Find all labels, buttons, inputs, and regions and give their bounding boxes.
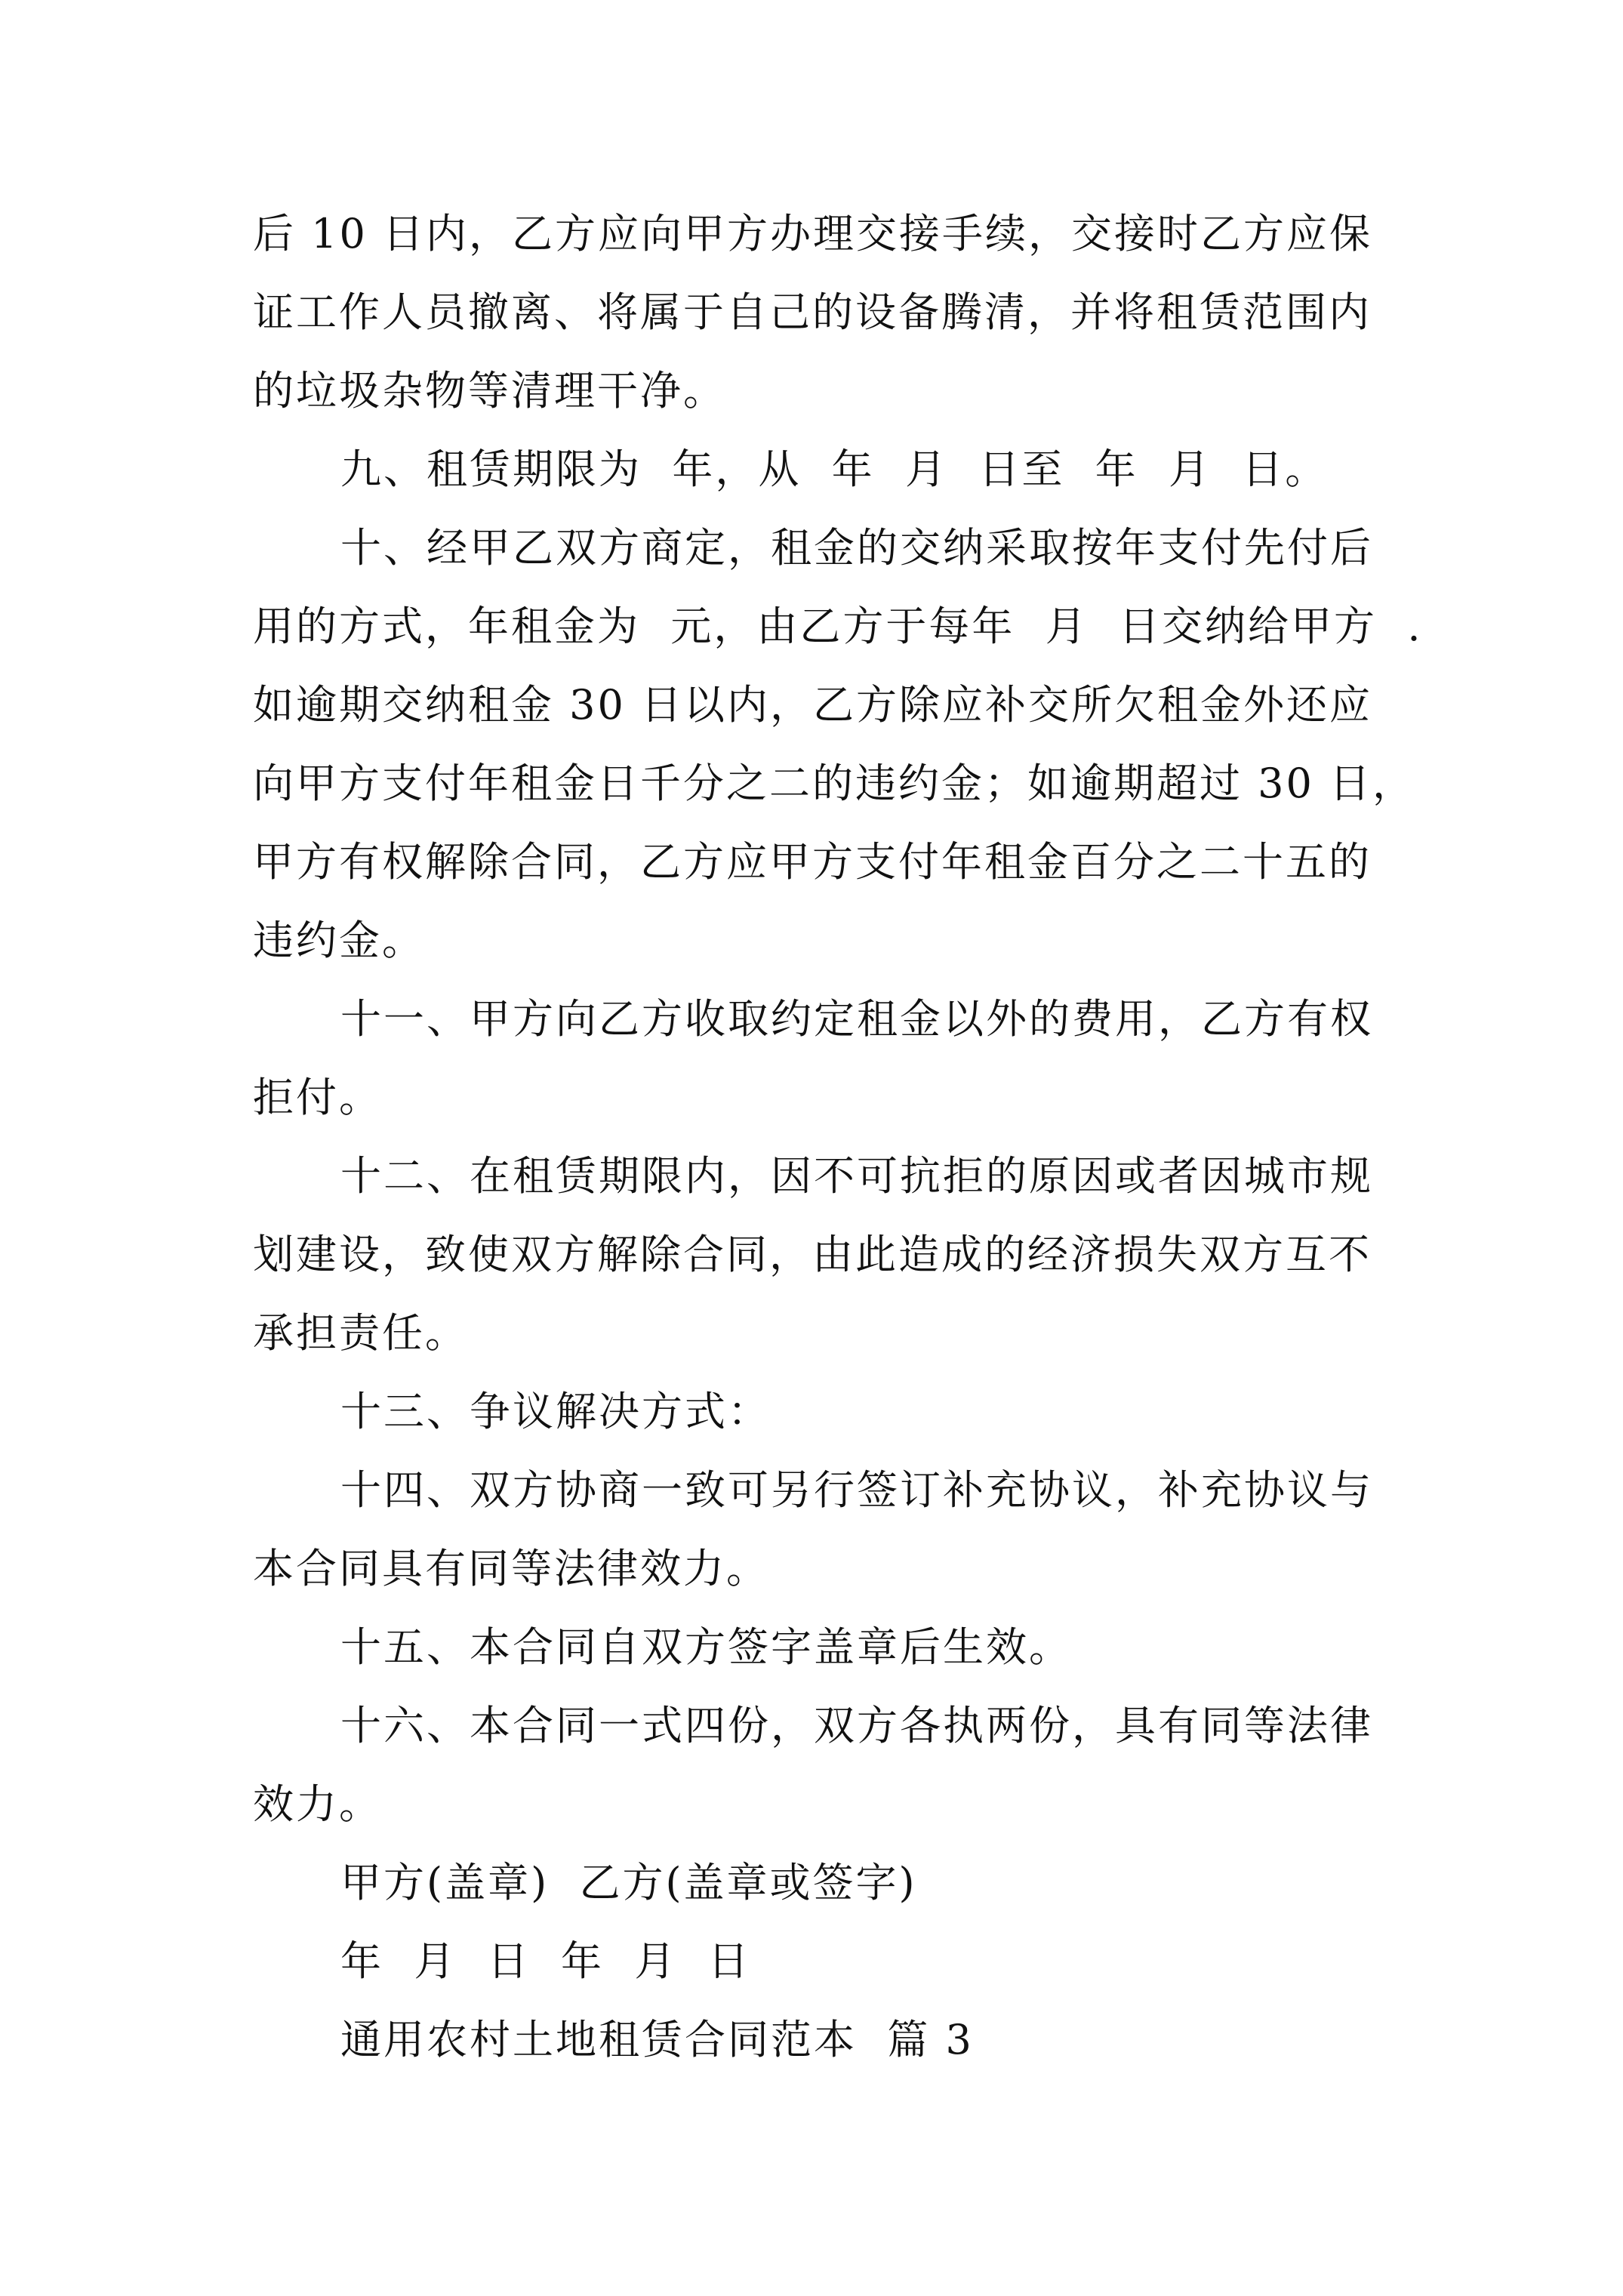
text-line: 后 10 日内，乙方应向甲方办理交接手续，交接时乙方应保 [253,210,1373,257]
text-line: 拒付。 [253,1074,382,1121]
clause-9: 九、租赁期限为 年，从 年 月 日至 年 月 日。 [340,445,1329,493]
section-heading: 通用农村土地租赁合同范本 篇 3 [340,2016,974,2063]
text-line: 划建设，致使双方解除合同，由此造成的经济损失双方互不 [253,1231,1372,1278]
text-line: 效力。 [253,1780,382,1828]
clause-12: 十二、在租赁期限内，因不可抗拒的原因或者因城市规 [340,1152,1373,1200]
clause-11: 十一、甲方向乙方收取约定租金以外的费用，乙方有权 [340,995,1373,1043]
text-line: 本合同具有同等法律效力。 [253,1545,769,1592]
clause-15: 十五、本合同自双方签字盖章后生效。 [340,1623,1072,1671]
text-line: 用的方式，年租金为 元，由乙方于每年 月 日交纳给甲方 . [253,603,1423,650]
document-body [253,195,1423,2079]
text-line: 向甲方支付年租金日千分之二的违约金；如逾期超过 30 日， [253,760,1416,807]
signature-dates: 年 月 日 年 月 日 [340,1937,751,1985]
text-line: 违约金。 [253,917,425,964]
text-line: 证工作人员撤离、将属于自己的设备腾清，并将租赁范围内 [253,288,1372,336]
clause-16: 十六、本合同一式四份，双方各执两份，具有同等法律 [340,1702,1373,1749]
text-line: 的垃圾杂物等清理干净。 [253,367,726,415]
clause-10: 十、经甲乙双方商定，租金的交纳采取按年支付先付后 [340,524,1373,572]
text-line: 甲方有权解除合同，乙方应甲方支付年租金百分之二十五的 [253,838,1372,886]
clause-13: 十三、争议解决方式： [340,1388,771,1435]
clause-14: 十四、双方协商一致可另行签订补充协议，补充协议与 [340,1466,1373,1514]
text-line: 如逾期交纳租金 30 日以内，乙方除应补交所欠租金外还应 [253,681,1373,729]
text-line: 承担责任。 [253,1309,468,1357]
signature-parties: 甲方(盖章) 乙方(盖章或签字) [340,1859,917,1906]
